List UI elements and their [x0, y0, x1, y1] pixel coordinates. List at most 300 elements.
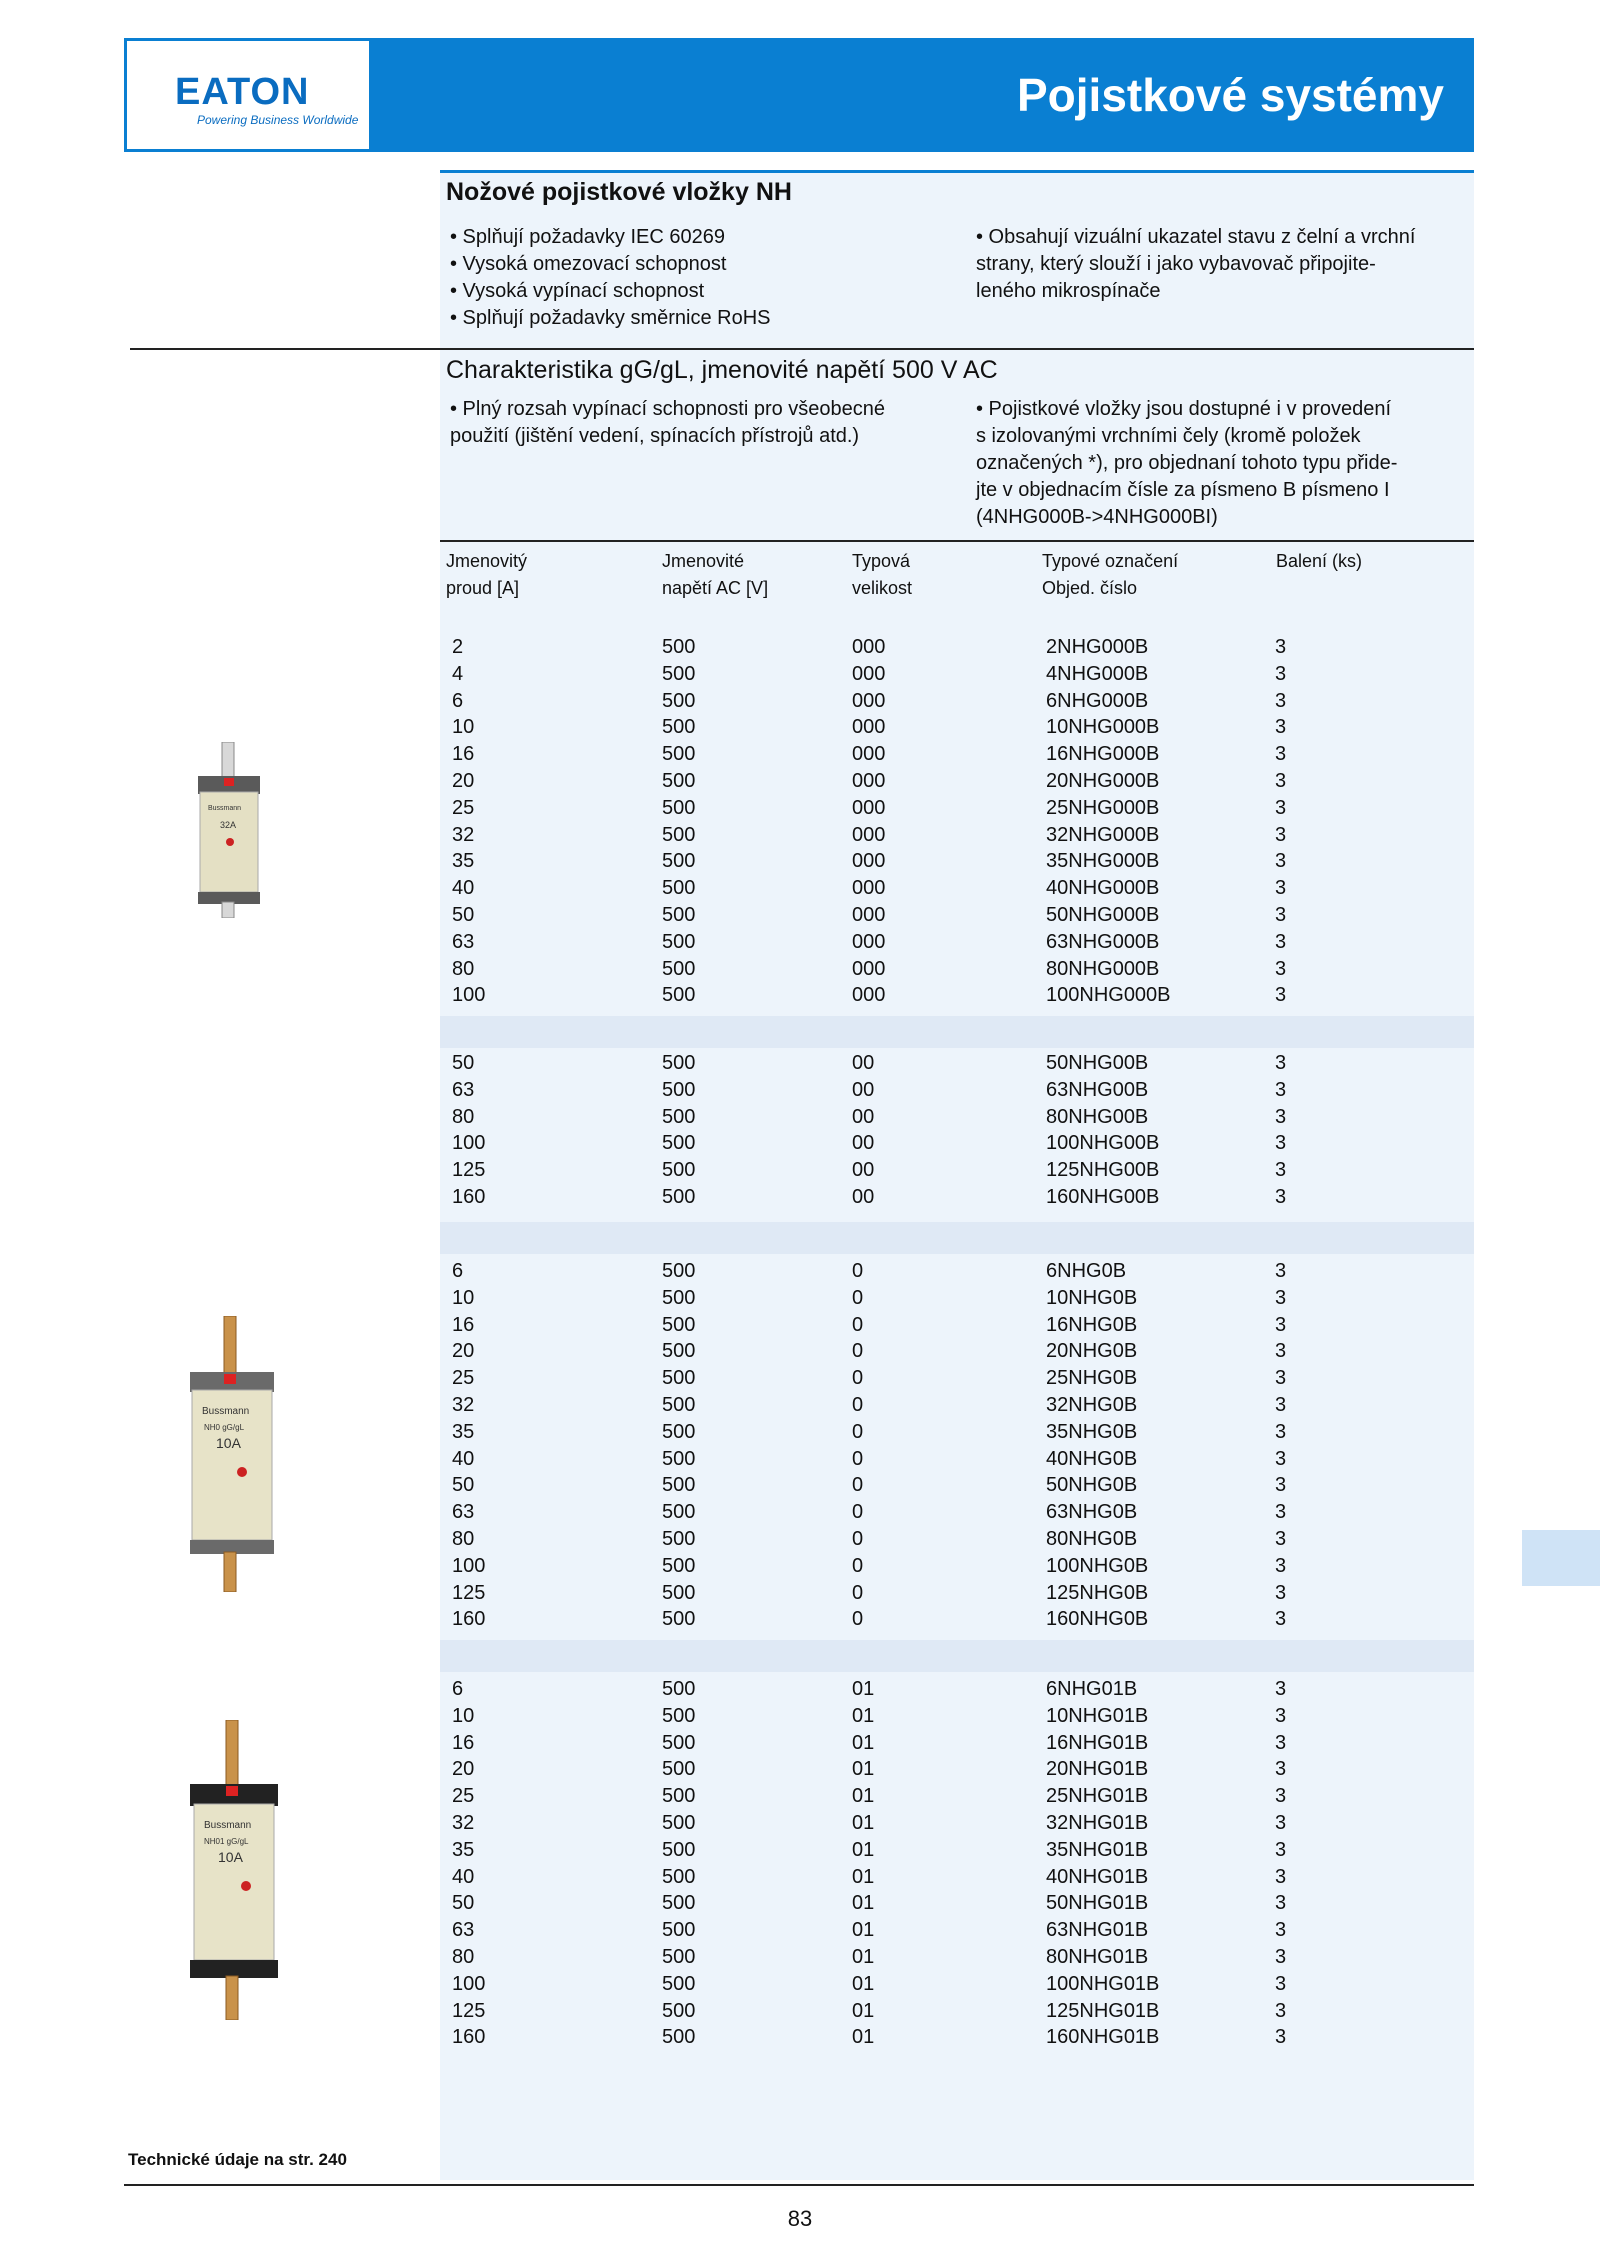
cell-rated-voltage: 500: [662, 1581, 696, 1604]
cell-rated-current: 20: [452, 770, 475, 792]
cell-order-number: 20NHG0B: [1046, 1340, 1138, 1363]
cell-rated-current: 80: [452, 957, 475, 980]
bullet-line: označených *), pro objednaní tohoto typu přide-: [976, 452, 1398, 474]
cell-rated-voltage: 500: [662, 1313, 696, 1336]
cell-rated-voltage: 500: [662, 1972, 696, 1995]
table-row: [452, 1606, 1452, 1633]
cell-order-number: 10NHG0B: [1046, 1286, 1138, 1309]
cell-packaging: 3: [1275, 796, 1287, 819]
fuse-size-0-image: [186, 1316, 282, 1592]
cell-order-number: 6NHG01B: [1046, 1678, 1138, 1700]
svg-text:10A: 10A: [216, 1435, 241, 1451]
cell-rated-voltage: 500: [662, 1132, 696, 1155]
cell-rated-current: 63: [452, 1501, 475, 1524]
table-row: [452, 1553, 1452, 1580]
cell-rated-voltage: 500: [662, 1785, 696, 1808]
cell-size: 000: [852, 796, 886, 819]
bullet-line: • Obsahují vizuální ukazatel stavu z čelní a vrchní: [976, 226, 1416, 248]
cell-rated-voltage: 500: [662, 1078, 696, 1101]
bullet-line: • Plný rozsah vypínací schopnosti pro všeobecné: [450, 398, 886, 420]
table-row: [452, 1837, 1452, 1864]
cell-packaging: 3: [1275, 1420, 1287, 1443]
cell-rated-voltage: 500: [662, 1678, 696, 1700]
table-row: [452, 1864, 1452, 1891]
table-row: [452, 1499, 1452, 1526]
cell-size: 01: [852, 1838, 875, 1861]
cell-packaging: 3: [1275, 904, 1287, 926]
table-row: [452, 1130, 1452, 1157]
cell-rated-current: 16: [452, 1731, 475, 1754]
cell-rated-current: 125: [452, 1159, 486, 1182]
group-separator: [440, 1016, 1474, 1048]
cell-size: 0: [852, 1260, 864, 1282]
cell-packaging: 3: [1275, 1528, 1287, 1550]
table-row: [452, 822, 1452, 849]
cell-packaging: 3: [1275, 636, 1287, 658]
cell-order-number: 50NHG0B: [1046, 1474, 1138, 1497]
cell-rated-voltage: 500: [662, 1608, 696, 1631]
cell-packaging: 3: [1275, 1501, 1287, 1524]
cell-rated-voltage: 500: [662, 1367, 696, 1390]
section-title-nh-fuses: Nožové pojistkové vložky NH: [446, 178, 792, 206]
cell-order-number: 6NHG000B: [1046, 689, 1149, 712]
cell-packaging: 3: [1275, 743, 1287, 766]
cell-order-number: 63NHG0B: [1046, 1501, 1138, 1524]
cell-rated-current: 16: [452, 743, 475, 766]
cell-rated-current: 10: [452, 1286, 475, 1309]
cell-packaging: 3: [1275, 1159, 1287, 1182]
cell-rated-voltage: 500: [662, 1186, 696, 1208]
cell-packaging: 3: [1275, 1581, 1287, 1604]
cell-rated-current: 50: [452, 1474, 475, 1497]
fuse-size-01-image: [186, 1720, 286, 2020]
cell-packaging: 3: [1275, 1758, 1287, 1781]
table-row: [452, 1392, 1452, 1419]
cell-packaging: 3: [1275, 850, 1287, 873]
cell-packaging: 3: [1275, 1052, 1287, 1074]
cell-order-number: 16NHG0B: [1046, 1313, 1138, 1336]
cell-rated-voltage: 500: [662, 1286, 696, 1309]
cell-rated-voltage: 500: [662, 1052, 696, 1074]
cell-rated-current: 160: [452, 1608, 486, 1631]
cell-rated-voltage: 500: [662, 1704, 696, 1727]
cell-order-number: 125NHG00B: [1046, 1159, 1160, 1182]
cell-packaging: 3: [1275, 1554, 1287, 1577]
table-row: [452, 1446, 1452, 1473]
cell-size: 000: [852, 930, 886, 953]
cell-size: 01: [852, 1704, 875, 1727]
cell-packaging: 3: [1275, 716, 1287, 739]
cell-size: 0: [852, 1340, 864, 1363]
cell-rated-voltage: 500: [662, 743, 696, 766]
cell-size: 000: [852, 770, 886, 792]
section-divider: [130, 348, 1474, 350]
cell-packaging: 3: [1275, 1286, 1287, 1309]
cell-rated-voltage: 500: [662, 689, 696, 712]
table-row: [452, 982, 1452, 1009]
page-title: Pojistkové systémy: [1016, 69, 1444, 121]
bullet-line: • Vysoká omezovací schopnost: [450, 253, 727, 275]
table-row: [452, 956, 1452, 983]
cell-order-number: 40NHG000B: [1046, 877, 1160, 900]
cell-rated-voltage: 500: [662, 823, 696, 846]
cell-order-number: 35NHG0B: [1046, 1420, 1138, 1443]
bullet-line: • Splňují požadavky IEC 60269: [450, 226, 725, 248]
cell-order-number: 100NHG01B: [1046, 1972, 1160, 1995]
cell-rated-current: 50: [452, 904, 475, 926]
eaton-logo: [126, 40, 370, 150]
table-row: [452, 768, 1452, 795]
cell-rated-current: 20: [452, 1758, 475, 1781]
cell-order-number: 16NHG000B: [1046, 743, 1160, 766]
cell-order-number: 100NHG000B: [1046, 984, 1171, 1007]
table-row: [452, 1756, 1452, 1783]
cell-order-number: 40NHG0B: [1046, 1447, 1138, 1470]
cell-packaging: 3: [1275, 1608, 1287, 1631]
cell-size: 000: [852, 716, 886, 739]
table-row: [452, 929, 1452, 956]
cell-rated-current: 40: [452, 1447, 475, 1470]
cell-rated-current: 63: [452, 1078, 475, 1101]
cell-rated-voltage: 500: [662, 1999, 696, 2022]
cell-rated-voltage: 500: [662, 904, 696, 926]
cell-size: 01: [852, 1919, 875, 1942]
cell-size: 00: [852, 1078, 875, 1101]
cell-rated-voltage: 500: [662, 1260, 696, 1282]
table-row: [452, 1783, 1452, 1810]
cell-size: 01: [852, 1946, 875, 1968]
cell-packaging: 3: [1275, 984, 1287, 1007]
cell-packaging: 3: [1275, 1972, 1287, 1995]
cell-rated-current: 50: [452, 1052, 475, 1074]
cell-order-number: 63NHG000B: [1046, 930, 1160, 953]
cell-packaging: 3: [1275, 1078, 1287, 1101]
cell-packaging: 3: [1275, 930, 1287, 953]
cell-order-number: 32NHG000B: [1046, 823, 1160, 846]
svg-text:NH0 gG/gL: NH0 gG/gL: [204, 1423, 245, 1432]
cell-rated-current: 100: [452, 1554, 486, 1577]
cell-size: 00: [852, 1159, 875, 1182]
cell-packaging: 3: [1275, 1785, 1287, 1808]
cell-order-number: 10NHG01B: [1046, 1704, 1149, 1727]
cell-rated-voltage: 500: [662, 796, 696, 819]
cell-rated-voltage: 500: [662, 770, 696, 792]
table-row: [452, 741, 1452, 768]
cell-packaging: 3: [1275, 1394, 1287, 1416]
cell-packaging: 3: [1275, 823, 1287, 846]
cell-packaging: 3: [1275, 689, 1287, 712]
cell-size: 0: [852, 1394, 864, 1416]
logo-wordmark: EATON: [175, 71, 310, 113]
cell-packaging: 3: [1275, 1946, 1287, 1968]
cell-size: 01: [852, 1758, 875, 1781]
cell-size: 01: [852, 1999, 875, 2022]
cell-size: 01: [852, 2026, 875, 2049]
cell-packaging: 3: [1275, 1919, 1287, 1942]
cell-rated-voltage: 500: [662, 636, 696, 658]
section1-left-bullets: [450, 224, 770, 332]
group-separator: [440, 1640, 1474, 1672]
cell-size: 00: [852, 1052, 875, 1074]
bullet-line: jte v objednacím čísle za písmeno B písmeno I: [976, 479, 1390, 501]
header-size: Typová velikost: [852, 551, 913, 598]
cell-packaging: 3: [1275, 770, 1287, 792]
bullet-line: • Splňují požadavky směrnice RoHS: [450, 307, 771, 329]
table-row: [452, 1730, 1452, 1757]
table-top-rule: [440, 540, 1474, 542]
cell-rated-current: 40: [452, 1865, 475, 1888]
cell-rated-current: 80: [452, 1105, 475, 1128]
section2-right-bullets: [976, 396, 1397, 531]
cell-size: 0: [852, 1554, 864, 1577]
cell-rated-current: 160: [452, 1186, 486, 1208]
cell-rated-current: 32: [452, 1812, 475, 1834]
cell-packaging: 3: [1275, 1892, 1287, 1915]
cell-order-number: 160NHG00B: [1046, 1186, 1160, 1208]
cell-packaging: 3: [1275, 1731, 1287, 1754]
table-row: [452, 1157, 1452, 1184]
cell-order-number: 16NHG01B: [1046, 1731, 1149, 1754]
cell-order-number: 25NHG000B: [1046, 796, 1160, 819]
cell-order-number: 80NHG00B: [1046, 1105, 1149, 1128]
cell-order-number: 125NHG0B: [1046, 1581, 1149, 1604]
cell-rated-current: 2: [452, 636, 464, 658]
cell-size: 000: [852, 743, 886, 766]
cell-packaging: 3: [1275, 1704, 1287, 1727]
cell-order-number: 100NHG0B: [1046, 1554, 1149, 1577]
cell-rated-voltage: 500: [662, 1731, 696, 1754]
cell-size: 000: [852, 636, 886, 658]
cell-rated-current: 35: [452, 1420, 475, 1443]
cell-size: 01: [852, 1812, 875, 1834]
bullet-line: strany, který slouží i jako vybavovač připojite-: [976, 253, 1376, 275]
cell-packaging: 3: [1275, 1260, 1287, 1282]
cell-size: 00: [852, 1186, 875, 1208]
cell-rated-current: 35: [452, 850, 475, 873]
table-row: [452, 661, 1452, 688]
cell-rated-voltage: 500: [662, 1159, 696, 1182]
table-row: [452, 1472, 1452, 1499]
cell-rated-current: 100: [452, 984, 486, 1007]
cell-order-number: 160NHG01B: [1046, 2026, 1160, 2049]
cell-rated-voltage: 500: [662, 1946, 696, 1968]
cell-rated-voltage: 500: [662, 1474, 696, 1497]
cell-size: 000: [852, 957, 886, 980]
cell-size: 01: [852, 1972, 875, 1995]
cell-packaging: 3: [1275, 1313, 1287, 1336]
cell-order-number: 2NHG000B: [1046, 636, 1149, 658]
cell-size: 0: [852, 1313, 864, 1336]
table-row: [452, 848, 1452, 875]
cell-packaging: 3: [1275, 1838, 1287, 1861]
cell-rated-current: 6: [452, 689, 464, 712]
cell-rated-current: 25: [452, 1785, 475, 1808]
cell-rated-current: 125: [452, 1999, 486, 2022]
svg-text:Bussmann: Bussmann: [202, 1406, 250, 1417]
cell-order-number: 80NHG000B: [1046, 957, 1160, 980]
bullet-line: s izolovanými vrchními čely (kromě položek: [976, 425, 1361, 447]
cell-rated-current: 40: [452, 877, 475, 900]
cell-size: 000: [852, 877, 886, 900]
cell-packaging: 3: [1275, 1367, 1287, 1390]
table-row: [452, 1676, 1452, 1703]
cell-order-number: 40NHG01B: [1046, 1865, 1149, 1888]
cell-rated-current: 100: [452, 1972, 486, 1995]
cell-size: 01: [852, 1785, 875, 1808]
cell-rated-current: 20: [452, 1340, 475, 1363]
header-packaging: Balení (ks): [1276, 551, 1363, 571]
chapter-tab: [1522, 1530, 1600, 1586]
cell-order-number: 160NHG0B: [1046, 1608, 1149, 1631]
cell-rated-current: 160: [452, 2026, 486, 2049]
cell-packaging: 3: [1275, 1186, 1287, 1208]
table-row: [452, 1971, 1452, 1998]
cell-rated-current: 125: [452, 1581, 486, 1604]
header-rated-current: Jmenovitý proud [A]: [446, 551, 528, 598]
cell-size: 000: [852, 662, 886, 685]
cell-order-number: 100NHG00B: [1046, 1132, 1160, 1155]
cell-size: 01: [852, 1892, 875, 1915]
cell-rated-voltage: 500: [662, 957, 696, 980]
table-row: [452, 795, 1452, 822]
cell-rated-voltage: 500: [662, 716, 696, 739]
cell-order-number: 50NHG01B: [1046, 1892, 1149, 1915]
cell-size: 01: [852, 1678, 875, 1700]
cell-rated-voltage: 500: [662, 1865, 696, 1888]
page-header: [124, 38, 1474, 152]
cell-rated-current: 80: [452, 1528, 475, 1550]
table-row: [452, 1338, 1452, 1365]
table-row: [452, 1365, 1452, 1392]
bullet-line: • Vysoká vypínací schopnost: [450, 280, 705, 302]
cell-packaging: 3: [1275, 957, 1287, 980]
table-row: [452, 1104, 1452, 1131]
table-row: [452, 1998, 1452, 2025]
header-order-number: Typové označení Objed. číslo: [1042, 551, 1179, 598]
table-row: [452, 1703, 1452, 1730]
cell-order-number: 50NHG000B: [1046, 904, 1160, 926]
cell-size: 00: [852, 1105, 875, 1128]
cell-rated-voltage: 500: [662, 1501, 696, 1524]
cell-order-number: 6NHG0B: [1046, 1260, 1127, 1282]
cell-rated-voltage: 500: [662, 2026, 696, 2049]
cell-rated-voltage: 500: [662, 1420, 696, 1443]
table-row: [452, 1285, 1452, 1312]
cell-packaging: 3: [1275, 1812, 1287, 1834]
table-row: [452, 1944, 1452, 1971]
cell-rated-voltage: 500: [662, 930, 696, 953]
top-blue-rule: [440, 170, 1474, 173]
svg-text:Bussmann: Bussmann: [208, 805, 242, 812]
cell-packaging: 3: [1275, 1999, 1287, 2022]
cell-order-number: 4NHG000B: [1046, 662, 1149, 685]
cell-order-number: 50NHG00B: [1046, 1052, 1149, 1074]
cell-rated-voltage: 500: [662, 1554, 696, 1577]
cell-rated-current: 32: [452, 1394, 475, 1416]
fuse-size-000-image: [196, 742, 268, 918]
cell-rated-current: 10: [452, 716, 475, 739]
table-row: [452, 1258, 1452, 1285]
cell-rated-current: 4: [452, 662, 464, 685]
cell-order-number: 80NHG01B: [1046, 1946, 1149, 1968]
cell-rated-current: 100: [452, 1132, 486, 1155]
group-separator: [440, 1222, 1474, 1254]
cell-size: 0: [852, 1420, 864, 1443]
cell-rated-current: 80: [452, 1946, 475, 1968]
cell-rated-current: 35: [452, 1838, 475, 1861]
cell-size: 000: [852, 689, 886, 712]
bullet-line: leného mikrospínače: [976, 280, 1161, 302]
technical-data-note: Technické údaje na str. 240: [128, 2150, 347, 2169]
cell-size: 01: [852, 1731, 875, 1754]
cell-size: 0: [852, 1447, 864, 1470]
table-row: [452, 1312, 1452, 1339]
table-row: [452, 688, 1452, 715]
cell-size: 0: [852, 1581, 864, 1604]
header-rated-voltage: Jmenovité napětí AC [V]: [662, 551, 769, 598]
section2-left-bullets: [450, 396, 885, 450]
cell-order-number: 125NHG01B: [1046, 1999, 1160, 2022]
cell-packaging: 3: [1275, 1132, 1287, 1155]
cell-rated-current: 50: [452, 1892, 475, 1915]
cell-size: 0: [852, 1608, 864, 1631]
cell-rated-current: 6: [452, 1260, 464, 1282]
table-row: [452, 902, 1452, 929]
cell-size: 000: [852, 850, 886, 873]
svg-text:NH01 gG/gL: NH01 gG/gL: [204, 1837, 249, 1846]
table-row: [452, 875, 1452, 902]
cell-rated-voltage: 500: [662, 1919, 696, 1942]
cell-order-number: 63NHG00B: [1046, 1078, 1149, 1101]
svg-text:Bussmann: Bussmann: [204, 1820, 252, 1831]
table-row: [452, 1810, 1452, 1837]
cell-order-number: 20NHG01B: [1046, 1758, 1149, 1781]
cell-rated-voltage: 500: [662, 1394, 696, 1416]
cell-rated-voltage: 500: [662, 1340, 696, 1363]
cell-packaging: 3: [1275, 2026, 1287, 2049]
cell-rated-voltage: 500: [662, 1892, 696, 1915]
table-row: [452, 1050, 1452, 1077]
cell-rated-current: 6: [452, 1678, 464, 1700]
section-title-characteristic: Charakteristika gG/gL, jmenovité napětí 500 V AC: [446, 356, 998, 384]
cell-packaging: 3: [1275, 1865, 1287, 1888]
cell-rated-current: 10: [452, 1704, 475, 1727]
table-row: [452, 1580, 1452, 1607]
cell-packaging: 3: [1275, 1474, 1287, 1497]
cell-packaging: 3: [1275, 877, 1287, 900]
cell-order-number: 35NHG000B: [1046, 850, 1160, 873]
svg-text:32A: 32A: [220, 820, 237, 830]
cell-size: 0: [852, 1367, 864, 1390]
cell-order-number: 10NHG000B: [1046, 716, 1160, 739]
cell-order-number: 20NHG000B: [1046, 770, 1160, 792]
cell-size: 0: [852, 1528, 864, 1550]
bullet-line: (4NHG000B->4NHG000BI): [976, 506, 1218, 528]
cell-order-number: 32NHG0B: [1046, 1394, 1138, 1416]
page-number: 83: [787, 2206, 813, 2231]
cell-rated-voltage: 500: [662, 1528, 696, 1550]
cell-order-number: 80NHG0B: [1046, 1528, 1138, 1550]
table-row: [452, 714, 1452, 741]
table-row: [452, 2024, 1452, 2051]
cell-order-number: 35NHG01B: [1046, 1838, 1149, 1861]
cell-rated-voltage: 500: [662, 1812, 696, 1834]
cell-rated-voltage: 500: [662, 1105, 696, 1128]
cell-packaging: 3: [1275, 662, 1287, 685]
cell-rated-voltage: 500: [662, 1838, 696, 1861]
cell-size: 000: [852, 904, 886, 926]
cell-rated-voltage: 500: [662, 662, 696, 685]
